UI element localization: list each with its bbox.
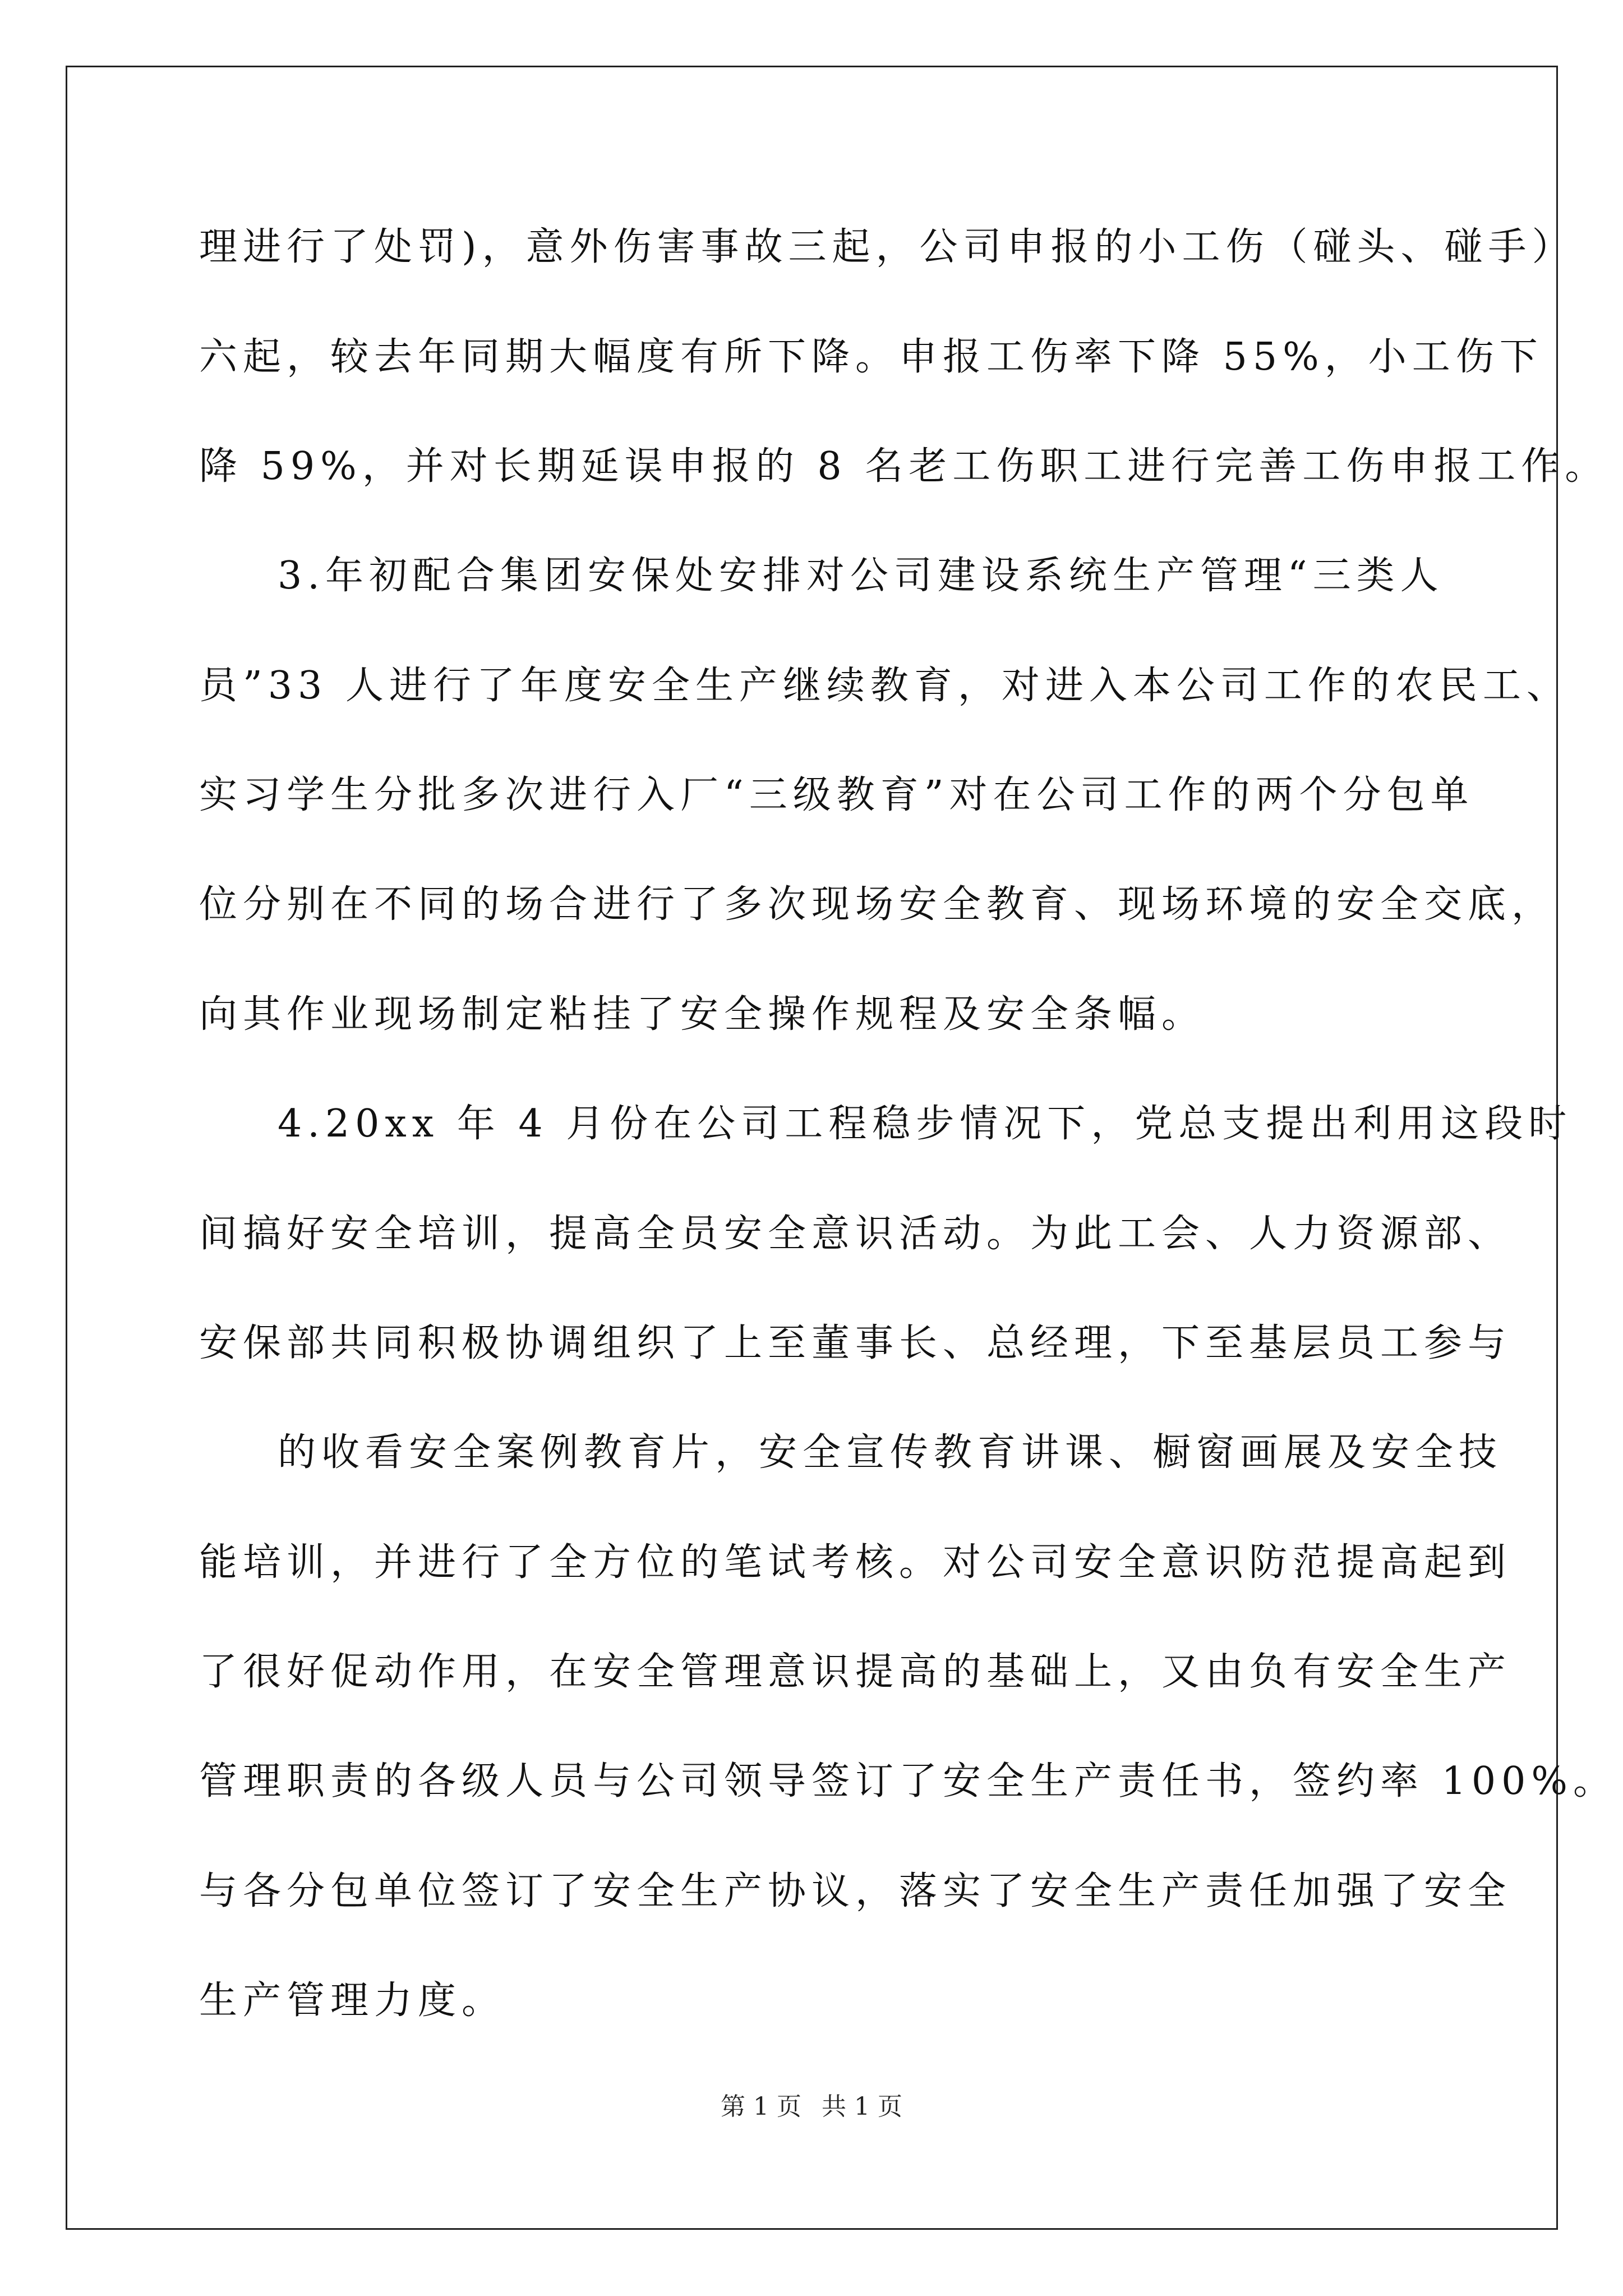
paragraph-line: 安保部共同积极协调组织了上至董事长、总经理，下至基层员工参与 [199, 1321, 1512, 1365]
paragraph-line: 生产管理力度。 [199, 1978, 506, 2023]
paragraph-line: 降 59%，并对长期延误申报的 8 名老工伤职工进行完善工伤申报工作。 [199, 444, 1609, 489]
paragraph-line: 六起，较去年同期大幅度有所下降。申报工伤率下降 55%，小工伤下 [199, 335, 1543, 379]
paragraph-line: 实习学生分批多次进行入厂“三级教育”对在公司工作的两个分包单 [199, 773, 1474, 817]
paragraph-line: 与各分包单位签订了安全生产协议，落实了安全生产责任加强了安全 [199, 1869, 1512, 1913]
paragraph-line: 向其作业现场制定粘挂了安全操作规程及安全条幅。 [199, 992, 1206, 1037]
paragraph-line: 位分别在不同的场合进行了多次现场安全教育、现场环境的安全交底， [199, 882, 1556, 927]
page-number: 第 1 页 [721, 2092, 801, 2121]
paragraph-line: 4.20xx 年 4 月份在公司工程稳步情况下，党总支提出利用这段时 [278, 1102, 1573, 1146]
paragraph-line: 管理职责的各级人员与公司领导签订了安全生产责任书，签约率 100%。 [199, 1759, 1617, 1803]
paragraph-line: 的收看安全案例教育片，安全宣传教育讲课、橱窗画展及安全技 [278, 1430, 1503, 1475]
paragraph-line: 能培训，并进行了全方位的笔试考核。对公司安全意识防范提高起到 [199, 1540, 1512, 1585]
paragraph-line: 间搞好安全培训，提高全员安全意识活动。为此工会、人力资源部、 [199, 1212, 1512, 1256]
page-count: 共 1 页 [822, 2092, 902, 2121]
paragraph-line: 理进行了处罚)，意外伤害事故三起，公司申报的小工伤（碰头、碰手） [199, 225, 1576, 269]
paragraph-line: 员”33 人进行了年度安全生产继续教育，对进入本公司工作的农民工、 [199, 664, 1570, 708]
paragraph-line: 3.年初配合集团安保处安排对公司建设系统生产管理“三类人 [278, 554, 1444, 598]
paragraph-line: 了很好促动作用，在安全管理意识提高的基础上，又由负有安全生产 [199, 1650, 1512, 1694]
page-footer [0, 2091, 1623, 2123]
